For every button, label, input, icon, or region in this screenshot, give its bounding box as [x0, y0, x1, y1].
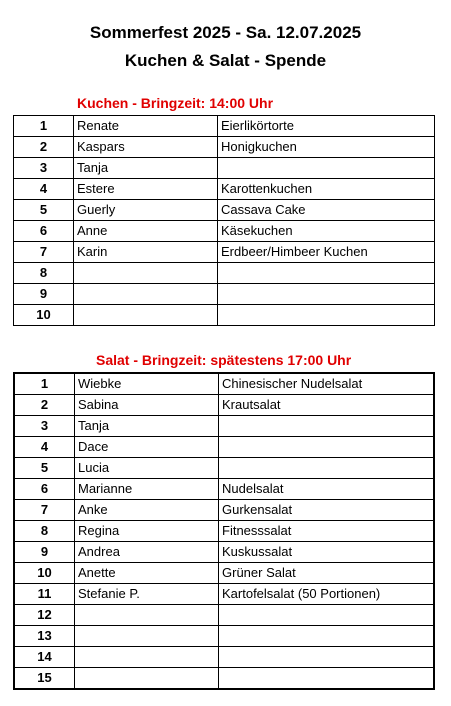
- row-name-cell: [75, 647, 219, 668]
- row-name-cell: Tanja: [75, 416, 219, 437]
- row-number: 8: [14, 521, 75, 542]
- row-item-cell: Eierlikörtorte: [218, 116, 435, 137]
- row-number: 2: [14, 395, 75, 416]
- row-name-cell: Sabina: [75, 395, 219, 416]
- row-item-cell: [218, 284, 435, 305]
- kuchen-table-body: [14, 116, 435, 326]
- row-item-cell: Karottenkuchen: [218, 179, 435, 200]
- table-row: [14, 647, 434, 668]
- row-name-cell: [74, 305, 218, 326]
- row-item-cell: [219, 458, 435, 479]
- row-name-cell: Lucia: [75, 458, 219, 479]
- table-row: [14, 284, 435, 305]
- row-item-cell: [218, 158, 435, 179]
- row-number: 13: [14, 626, 75, 647]
- row-item-cell: [218, 305, 435, 326]
- table-row: [14, 373, 434, 395]
- table-row: [14, 458, 434, 479]
- row-number: 1: [14, 116, 74, 137]
- row-name-cell: Kaspars: [74, 137, 218, 158]
- table-row: [14, 584, 434, 605]
- row-number: 9: [14, 284, 74, 305]
- row-name-cell: Estere: [74, 179, 218, 200]
- table-row: [14, 179, 435, 200]
- row-number: 14: [14, 647, 75, 668]
- row-item-cell: [218, 263, 435, 284]
- row-item-cell: Gurkensalat: [219, 500, 435, 521]
- table-row: [14, 395, 434, 416]
- row-item-cell: Kuskussalat: [219, 542, 435, 563]
- row-number: 5: [14, 458, 75, 479]
- row-item-cell: Cassava Cake: [218, 200, 435, 221]
- row-number: 11: [14, 584, 75, 605]
- row-name-cell: Anke: [75, 500, 219, 521]
- row-number: 9: [14, 542, 75, 563]
- row-number: 4: [14, 437, 75, 458]
- table-row: [14, 116, 435, 137]
- row-number: 5: [14, 200, 74, 221]
- row-name-cell: Stefanie P.: [75, 584, 219, 605]
- row-number: 8: [14, 263, 74, 284]
- row-name-cell: Anne: [74, 221, 218, 242]
- row-item-cell: Grüner Salat: [219, 563, 435, 584]
- table-row: [14, 479, 434, 500]
- row-item-cell: Fitnesssalat: [219, 521, 435, 542]
- kuchen-table: [13, 115, 435, 326]
- table-row: [14, 158, 435, 179]
- table-row: [14, 416, 434, 437]
- row-item-cell: Honigkuchen: [218, 137, 435, 158]
- row-number: 7: [14, 242, 74, 263]
- row-number: 3: [14, 416, 75, 437]
- row-number: 7: [14, 500, 75, 521]
- table-row: [14, 200, 435, 221]
- row-name-cell: [75, 605, 219, 626]
- row-name-cell: [74, 284, 218, 305]
- salat-section-heading: Salat - Bringzeit: spätestens 17:00 Uhr: [96, 352, 352, 368]
- row-item-cell: [219, 626, 435, 647]
- table-row: [14, 521, 434, 542]
- row-name-cell: Guerly: [74, 200, 218, 221]
- row-number: 4: [14, 179, 74, 200]
- row-number: 2: [14, 137, 74, 158]
- table-row: [14, 563, 434, 584]
- table-row: [14, 263, 435, 284]
- row-item-cell: Nudelsalat: [219, 479, 435, 500]
- row-number: 10: [14, 305, 74, 326]
- row-name-cell: [74, 263, 218, 284]
- table-row: [14, 221, 435, 242]
- kuchen-section-heading: Kuchen - Bringzeit: 14:00 Uhr: [77, 95, 274, 111]
- row-item-cell: Erdbeer/Himbeer Kuchen: [218, 242, 435, 263]
- table-row: [14, 500, 434, 521]
- row-item-cell: Chinesischer Nudelsalat: [219, 373, 435, 395]
- row-item-cell: Krautsalat: [219, 395, 435, 416]
- row-name-cell: [75, 626, 219, 647]
- row-item-cell: Kartofelsalat (50 Portionen): [219, 584, 435, 605]
- salat-table-body: [14, 373, 434, 689]
- row-number: 15: [14, 668, 75, 690]
- row-name-cell: [75, 668, 219, 690]
- page-title: Sommerfest 2025 - Sa. 12.07.2025: [89, 23, 362, 42]
- row-item-cell: [219, 437, 435, 458]
- row-name-cell: Regina: [75, 521, 219, 542]
- table-row: [14, 605, 434, 626]
- row-name-cell: Wiebke: [75, 373, 219, 395]
- row-number: 12: [14, 605, 75, 626]
- row-number: 10: [14, 563, 75, 584]
- row-number: 3: [14, 158, 74, 179]
- row-item-cell: Käsekuchen: [218, 221, 435, 242]
- row-name-cell: Tanja: [74, 158, 218, 179]
- row-item-cell: [219, 647, 435, 668]
- salat-table: [13, 372, 435, 690]
- row-name-cell: Dace: [75, 437, 219, 458]
- row-item-cell: [219, 668, 435, 690]
- table-row: [14, 437, 434, 458]
- table-row: [14, 668, 434, 690]
- row-number: 1: [14, 373, 75, 395]
- row-name-cell: Anette: [75, 563, 219, 584]
- row-item-cell: [219, 605, 435, 626]
- table-row: [14, 137, 435, 158]
- row-number: 6: [14, 479, 75, 500]
- row-name-cell: Renate: [74, 116, 218, 137]
- table-row: [14, 542, 434, 563]
- table-row: [14, 626, 434, 647]
- row-name-cell: Andrea: [75, 542, 219, 563]
- table-row: [14, 242, 435, 263]
- row-name-cell: Marianne: [75, 479, 219, 500]
- page-subtitle: Kuchen & Salat - Spende: [124, 51, 327, 70]
- row-number: 6: [14, 221, 74, 242]
- table-row: [14, 305, 435, 326]
- row-item-cell: [219, 416, 435, 437]
- row-name-cell: Karin: [74, 242, 218, 263]
